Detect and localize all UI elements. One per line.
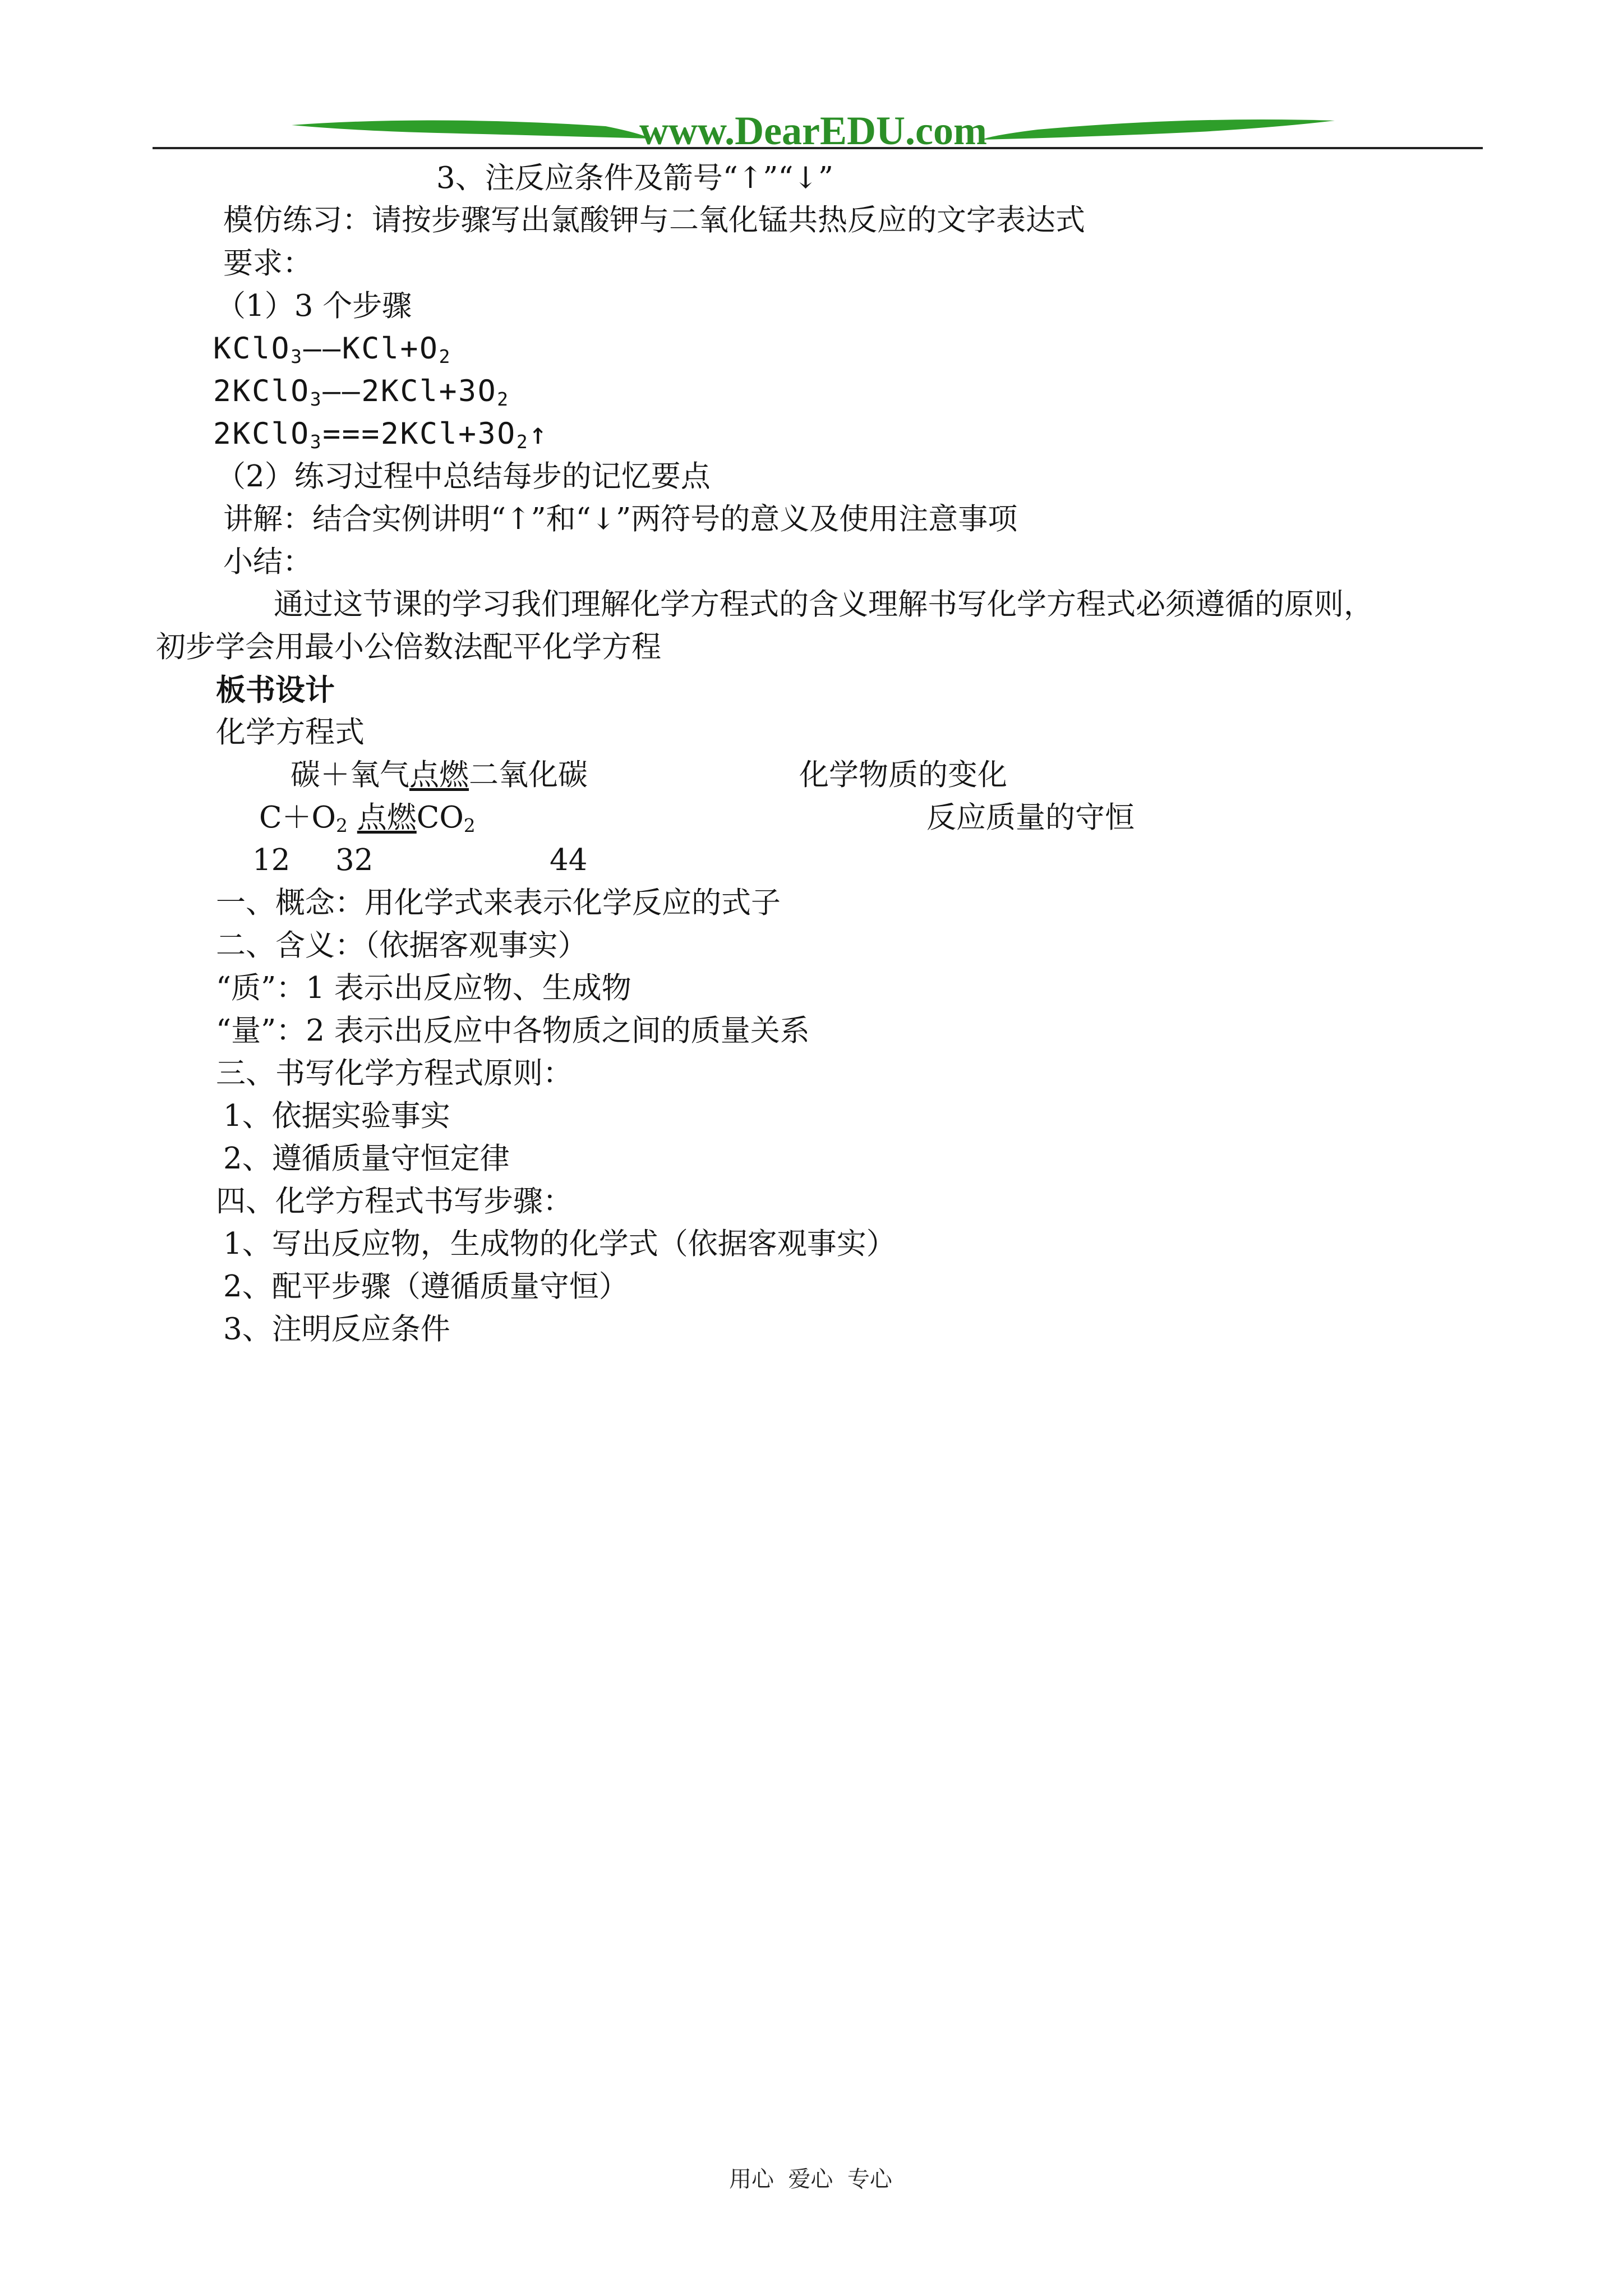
board-design-heading: 板书设计 bbox=[216, 673, 335, 707]
concept-line: 一、概念：用化学式来表示化学反应的式子 bbox=[216, 886, 781, 920]
meaning-quantity: “量”：2 表示出反应中各物质之间的质量关系 bbox=[216, 1014, 810, 1048]
principles-heading: 三、书写化学方程式原则： bbox=[216, 1056, 573, 1091]
meaning-quality: “质”：1 表示出反应物、生成物 bbox=[216, 971, 631, 1005]
logo-text: www.DearEDU.com bbox=[639, 108, 987, 153]
word-equation: 碳＋氧气点燃二氧化碳 bbox=[291, 758, 588, 792]
summary-text-2: 初步学会用最小公倍数法配平化学方程 bbox=[156, 630, 661, 664]
writing-step-1: 1、写出反应物，生成物的化学式（依据客观事实） bbox=[223, 1227, 896, 1261]
steps-heading: 四、化学方程式书写步骤： bbox=[216, 1184, 573, 1218]
mass-o2: 32 bbox=[335, 843, 374, 877]
condition-ignite: 点燃 bbox=[409, 758, 469, 792]
meaning-line: 二、含义：（依据客观事实） bbox=[216, 928, 588, 963]
requirement-2: （2）练习过程中总结每步的记忆要点 bbox=[216, 459, 711, 494]
requirement-1: （1）3 个步骤 bbox=[216, 289, 412, 323]
note-substance-change: 化学物质的变化 bbox=[799, 758, 1007, 792]
principle-2: 2、遵循质量守恒定律 bbox=[223, 1142, 510, 1176]
equation-step-3: $2KClO_3===2KCl+3O_2↑$ bbox=[213, 417, 548, 453]
logo-swoosh-left bbox=[292, 120, 651, 139]
principle-1: 1、依据实验事实 bbox=[223, 1099, 450, 1133]
mass-c: 12 bbox=[252, 843, 291, 877]
step3-heading: 3、注反应条件及箭号“↑”“↓” bbox=[436, 161, 833, 195]
writing-step-2: 2、配平步骤（遵循质量守恒） bbox=[223, 1269, 629, 1304]
requirements-label: 要求： bbox=[223, 246, 312, 280]
header-rule bbox=[153, 147, 1483, 149]
gas-arrow-icon: ↑ bbox=[529, 417, 548, 451]
summary-text-1: 通过这节课的学习我们理解化学方程式的含义理解书写化学方程式必须遵循的原则， bbox=[274, 587, 1373, 622]
logo-swoosh-right bbox=[981, 119, 1335, 140]
explanation: 讲解：结合实例讲明“↑”和“↓”两符号的意义及使用注意事项 bbox=[223, 502, 1018, 536]
equation-step-1: $KClO_3——KCl+O_2$ bbox=[213, 332, 452, 368]
page-footer: 用心 爱心 专心 bbox=[729, 2166, 892, 2192]
mass-co2: 44 bbox=[550, 843, 588, 877]
practice-prompt: 模仿练习：请按步骤写出氯酸钾与二氧化锰共热反应的文字表达式 bbox=[223, 203, 1085, 237]
writing-step-3: 3、注明反应条件 bbox=[223, 1312, 450, 1346]
equation-step-2: $2KClO_3——2KCl+3O_2$ bbox=[213, 374, 510, 411]
condition-ignite-symbol: 点燃 bbox=[357, 800, 417, 835]
summary-label: 小结： bbox=[223, 545, 312, 579]
note-mass-conservation: 反应质量的守恒 bbox=[926, 800, 1135, 835]
symbol-equation: $C+O_2$ 点燃$CO_2$ bbox=[259, 800, 476, 837]
board-title: 化学方程式 bbox=[216, 715, 365, 749]
